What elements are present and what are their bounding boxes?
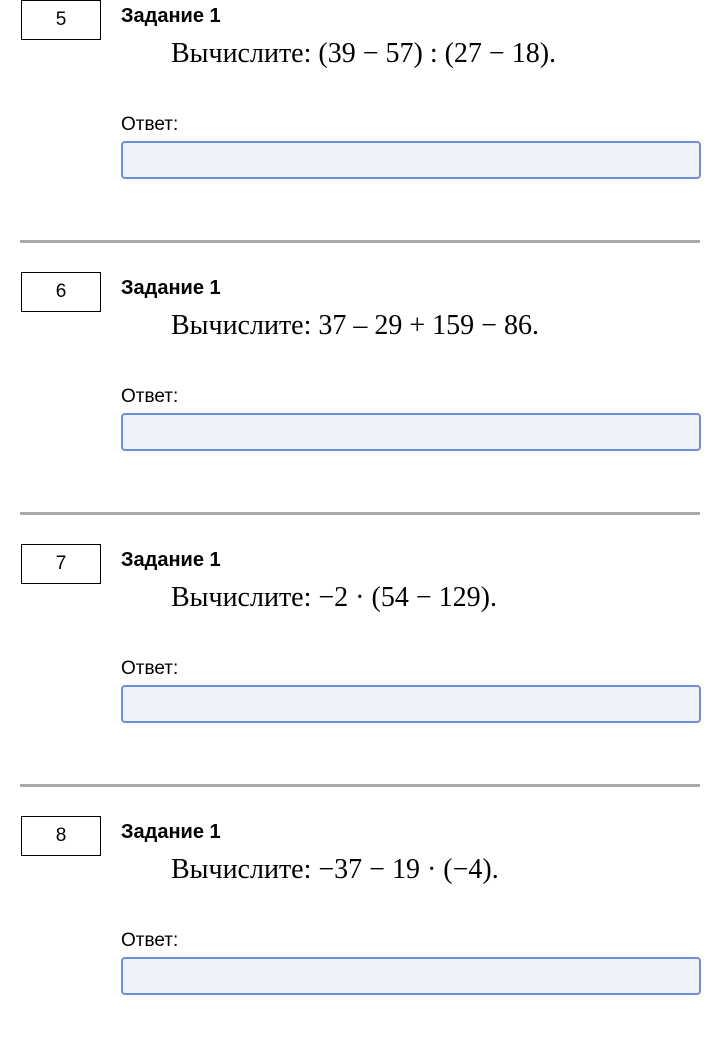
- answer-label: Ответ:: [121, 114, 179, 135]
- divider: [20, 512, 700, 515]
- answer-label: Ответ:: [121, 930, 179, 951]
- answer-input[interactable]: [121, 685, 701, 723]
- task-block: [0, 0, 720, 200]
- task-title: Задание 1: [121, 821, 221, 843]
- answer-label: Ответ:: [121, 386, 179, 407]
- task-number-badge: 6: [21, 272, 101, 312]
- task-number-badge: 7: [21, 544, 101, 584]
- task-title: Задание 1: [121, 549, 221, 571]
- answer-input[interactable]: [121, 413, 701, 451]
- task-question: Вычислите: −37 − 19 · (−4).: [171, 854, 499, 885]
- answer-input[interactable]: [121, 141, 701, 179]
- task-title: Задание 1: [121, 277, 221, 299]
- answer-label: Ответ:: [121, 658, 179, 679]
- task-block: [0, 272, 720, 472]
- task-question: Вычислите: −2 · (54 − 129).: [171, 582, 497, 613]
- divider: [20, 784, 700, 787]
- task-block: [0, 544, 720, 744]
- task-title: Задание 1: [121, 5, 221, 27]
- task-number-badge: 5: [21, 0, 101, 40]
- answer-input[interactable]: [121, 957, 701, 995]
- task-question: Вычислите: (39 − 57) : (27 − 18).: [171, 38, 557, 69]
- task-question: Вычислите: 37 – 29 + 159 − 86.: [171, 310, 539, 341]
- divider: [20, 240, 700, 243]
- task-number-badge: 8: [21, 816, 101, 856]
- task-block: [0, 816, 720, 1016]
